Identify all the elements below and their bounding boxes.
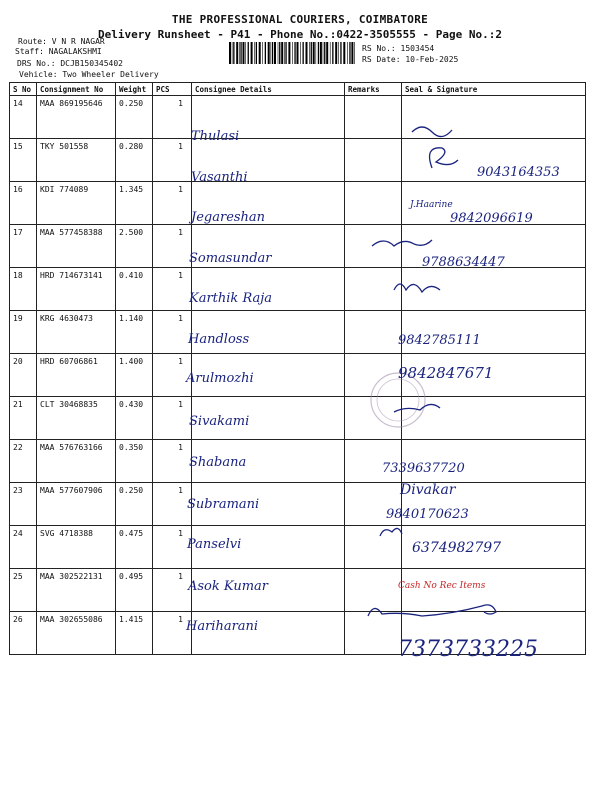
handwritten-phone: 9840170623 xyxy=(386,507,469,522)
consignment-number: HRD 60706861 xyxy=(37,354,116,397)
table-row xyxy=(10,96,586,139)
weight-cell: 0.350 xyxy=(116,440,153,483)
weight-cell: 2.500 xyxy=(116,225,153,268)
table-row xyxy=(10,526,586,569)
consignment-number: MAA 302655086 xyxy=(37,612,116,655)
sno-cell: 18 xyxy=(10,268,37,311)
consignment-number: MAA 869195646 xyxy=(37,96,116,139)
pcs-cell: 1 xyxy=(153,397,192,440)
remarks-cell xyxy=(345,311,402,354)
handwritten-phone: 9842847671 xyxy=(398,364,494,382)
weight-cell: 0.410 xyxy=(116,268,153,311)
handwritten-remark: Cash No Rec Items xyxy=(398,581,486,591)
sno-cell: 22 xyxy=(10,440,37,483)
pcs-cell: 1 xyxy=(153,569,192,612)
seal-signature-cell xyxy=(402,440,586,483)
table-row xyxy=(10,354,586,397)
seal-signature-cell xyxy=(402,612,586,655)
barcode-image xyxy=(229,42,357,64)
col-header-sno: S No xyxy=(10,83,37,96)
pcs-cell: 1 xyxy=(153,225,192,268)
consignee-cell xyxy=(192,182,345,225)
runsheet-title: Delivery Runsheet - P41 - Phone No.:0422-3505555 - Page No.:2 xyxy=(98,28,502,41)
handwritten-name: J.Haarine xyxy=(410,200,453,210)
consignee-cell xyxy=(192,526,345,569)
consignee-cell xyxy=(192,569,345,612)
remarks-cell xyxy=(345,569,402,612)
handwritten-name: Divakar xyxy=(400,482,456,498)
consignee-handwritten: Shabana xyxy=(189,455,247,470)
consignment-number: KDI 774089 xyxy=(37,182,116,225)
seal-signature-cell xyxy=(402,526,586,569)
pcs-cell: 1 xyxy=(153,268,192,311)
sno-cell: 14 xyxy=(10,96,37,139)
consignee-handwritten: Asok Kumar xyxy=(188,579,268,594)
pcs-cell: 1 xyxy=(153,440,192,483)
remarks-cell xyxy=(345,526,402,569)
consignee-cell xyxy=(192,225,345,268)
pcs-cell: 1 xyxy=(153,483,192,526)
table-row xyxy=(10,311,586,354)
remarks-cell xyxy=(345,354,402,397)
consignee-handwritten: Hariharani xyxy=(186,619,259,634)
seal-signature-cell xyxy=(402,311,586,354)
seal-signature-cell xyxy=(402,225,586,268)
consignment-number: CLT 30468835 xyxy=(37,397,116,440)
weight-cell: 0.280 xyxy=(116,139,153,182)
remarks-cell xyxy=(345,182,402,225)
route-label: Route: V N R NAGAR xyxy=(18,37,105,46)
remarks-cell xyxy=(345,483,402,526)
company-title: THE PROFESSIONAL COURIERS, COIMBATORE xyxy=(171,13,429,26)
weight-cell: 1.140 xyxy=(116,311,153,354)
consignee-cell xyxy=(192,440,345,483)
consignee-handwritten: Thulasi xyxy=(191,129,240,144)
consignee-handwritten: Karthik Raja xyxy=(189,291,273,306)
seal-signature-cell xyxy=(402,397,586,440)
consignment-number: SVG 4718388 xyxy=(37,526,116,569)
weight-cell: 1.400 xyxy=(116,354,153,397)
seal-signature-cell xyxy=(402,354,586,397)
table-row xyxy=(10,139,586,182)
table-row xyxy=(10,569,586,612)
sno-cell: 19 xyxy=(10,311,37,354)
col-header-seal-signature: Seal & Signature xyxy=(402,83,586,96)
seal-signature-cell xyxy=(402,268,586,311)
seal-signature-cell xyxy=(402,182,586,225)
pcs-cell: 1 xyxy=(153,311,192,354)
handwritten-phone-large: 7373733225 xyxy=(398,637,538,662)
pcs-cell: 1 xyxy=(153,612,192,655)
col-header-consignee: Consignee Details xyxy=(192,83,345,96)
weight-cell: 0.495 xyxy=(116,569,153,612)
seal-signature-cell xyxy=(402,569,586,612)
table-row xyxy=(10,483,586,526)
remarks-cell xyxy=(345,612,402,655)
remarks-cell xyxy=(345,225,402,268)
runsheet-table xyxy=(9,82,586,655)
consignee-cell xyxy=(192,612,345,655)
col-header-consignment: Consignment No xyxy=(37,83,116,96)
handwritten-phone: 9842785111 xyxy=(398,333,481,348)
table-row xyxy=(10,612,586,655)
sno-cell: 23 xyxy=(10,483,37,526)
pcs-cell: 1 xyxy=(153,354,192,397)
consignment-number: TKY 501558 xyxy=(37,139,116,182)
col-header-remarks: Remarks xyxy=(345,83,402,96)
consignee-handwritten: Handloss xyxy=(188,332,250,347)
table-row xyxy=(10,397,586,440)
consignee-handwritten: Subramani xyxy=(187,497,260,512)
consignee-handwritten: Jegareshan xyxy=(191,210,266,225)
rs-number: RS No.: 1503454 xyxy=(362,44,435,53)
drs-label: DRS No.: DCJB150345402 xyxy=(17,59,123,68)
sno-cell: 16 xyxy=(10,182,37,225)
pcs-cell: 1 xyxy=(153,139,192,182)
remarks-cell xyxy=(345,268,402,311)
table-row xyxy=(10,268,586,311)
handwritten-phone: 7339637720 xyxy=(382,461,465,476)
remarks-cell xyxy=(345,397,402,440)
handwritten-phone: 9043164353 xyxy=(477,165,560,180)
consignee-cell xyxy=(192,268,345,311)
weight-cell: 1.415 xyxy=(116,612,153,655)
seal-signature-cell xyxy=(402,139,586,182)
consignee-handwritten: Somasundar xyxy=(189,251,272,266)
consignment-number: MAA 576763166 xyxy=(37,440,116,483)
sno-cell: 26 xyxy=(10,612,37,655)
sno-cell: 25 xyxy=(10,569,37,612)
weight-cell: 0.250 xyxy=(116,96,153,139)
sno-cell: 21 xyxy=(10,397,37,440)
sno-cell: 24 xyxy=(10,526,37,569)
consignment-number: MAA 577458388 xyxy=(37,225,116,268)
consignee-cell xyxy=(192,96,345,139)
consignee-cell xyxy=(192,311,345,354)
handwritten-phone: 9842096619 xyxy=(450,211,533,226)
seal-signature-cell xyxy=(402,483,586,526)
pcs-cell: 1 xyxy=(153,526,192,569)
seal-signature-cell xyxy=(402,96,586,139)
vehicle-label: Vehicle: Two Wheeler Delivery xyxy=(19,70,159,79)
weight-cell: 0.475 xyxy=(116,526,153,569)
weight-cell: 0.430 xyxy=(116,397,153,440)
consignee-cell xyxy=(192,397,345,440)
table-header-row xyxy=(10,83,586,96)
sno-cell: 20 xyxy=(10,354,37,397)
consignee-cell xyxy=(192,483,345,526)
table-row xyxy=(10,182,586,225)
consignee-handwritten: Sivakami xyxy=(189,414,250,429)
sno-cell: 17 xyxy=(10,225,37,268)
consignee-handwritten: Vasanthi xyxy=(191,170,248,185)
col-header-pcs: PCS xyxy=(153,83,192,96)
consignee-cell xyxy=(192,354,345,397)
remarks-cell xyxy=(345,139,402,182)
handwritten-phone: 9788634447 xyxy=(422,255,505,270)
consignee-handwritten: Panselvi xyxy=(187,537,242,552)
rs-date: RS Date: 10-Feb-2025 xyxy=(362,55,459,64)
consignment-number: MAA 302522131 xyxy=(37,569,116,612)
consignee-cell xyxy=(192,139,345,182)
handwritten-phone: 6374982797 xyxy=(412,540,502,556)
pcs-cell: 1 xyxy=(153,182,192,225)
consignment-number: HRD 714673141 xyxy=(37,268,116,311)
remarks-cell xyxy=(345,440,402,483)
col-header-weight: Weight xyxy=(116,83,153,96)
staff-label: Staff: NAGALAKSHMI xyxy=(15,47,102,56)
consignment-number: MAA 577607906 xyxy=(37,483,116,526)
table-row xyxy=(10,225,586,268)
table-row xyxy=(10,440,586,483)
sno-cell: 15 xyxy=(10,139,37,182)
pcs-cell: 1 xyxy=(153,96,192,139)
weight-cell: 1.345 xyxy=(116,182,153,225)
consignment-number: KRG 4630473 xyxy=(37,311,116,354)
consignee-handwritten: Arulmozhi xyxy=(186,371,254,386)
weight-cell: 0.250 xyxy=(116,483,153,526)
remarks-cell xyxy=(345,96,402,139)
